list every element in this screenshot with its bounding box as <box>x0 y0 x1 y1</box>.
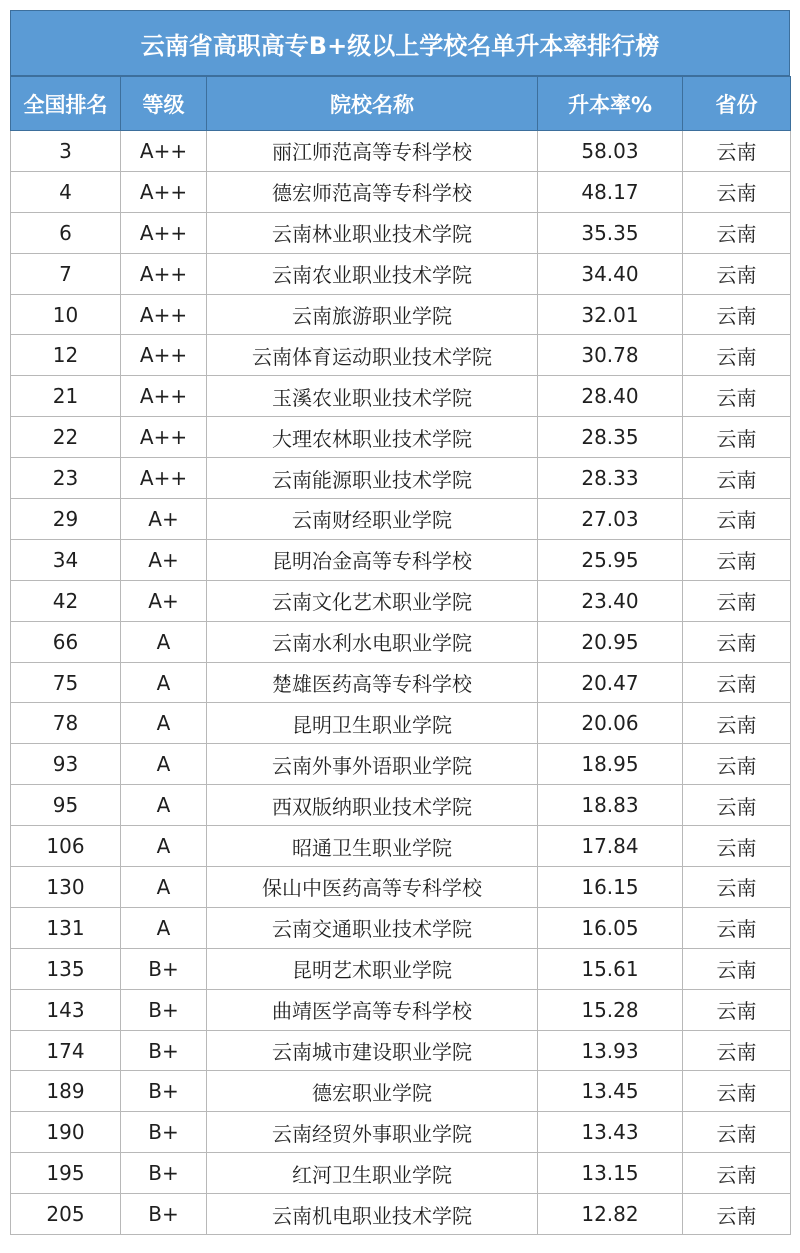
table-row <box>11 907 791 948</box>
cell-province: 云南 <box>683 171 791 212</box>
cell-school: 云南机电职业技术学院 <box>207 1194 538 1235</box>
cell-rate: 16.15 <box>538 867 683 908</box>
cell-school: 大理农林职业技术学院 <box>207 417 538 458</box>
table-row <box>11 417 791 458</box>
cell-province: 云南 <box>683 744 791 785</box>
cell-rank: 130 <box>11 867 121 908</box>
header-rank: 全国排名 <box>11 77 121 131</box>
cell-province: 云南 <box>683 662 791 703</box>
cell-grade: A++ <box>121 131 207 172</box>
cell-province: 云南 <box>683 294 791 335</box>
table-row <box>11 212 791 253</box>
cell-rank: 143 <box>11 989 121 1030</box>
table-row <box>11 131 791 172</box>
cell-school: 昆明冶金高等专科学校 <box>207 539 538 580</box>
table-row <box>11 294 791 335</box>
cell-province: 云南 <box>683 907 791 948</box>
cell-province: 云南 <box>683 1153 791 1194</box>
table-row <box>11 580 791 621</box>
cell-rank: 6 <box>11 212 121 253</box>
cell-grade: A <box>121 703 207 744</box>
cell-rank: 66 <box>11 621 121 662</box>
cell-grade: B+ <box>121 1112 207 1153</box>
table-row <box>11 1194 791 1235</box>
cell-rank: 22 <box>11 417 121 458</box>
table-row <box>11 1153 791 1194</box>
cell-rate: 48.17 <box>538 171 683 212</box>
cell-province: 云南 <box>683 458 791 499</box>
cell-rank: 93 <box>11 744 121 785</box>
cell-rate: 28.35 <box>538 417 683 458</box>
cell-rank: 106 <box>11 826 121 867</box>
cell-rate: 20.06 <box>538 703 683 744</box>
cell-province: 云南 <box>683 499 791 540</box>
table-row <box>11 867 791 908</box>
cell-rank: 174 <box>11 1030 121 1071</box>
cell-rank: 7 <box>11 253 121 294</box>
cell-grade: B+ <box>121 1071 207 1112</box>
cell-school: 昭通卫生职业学院 <box>207 826 538 867</box>
cell-rank: 12 <box>11 335 121 376</box>
cell-rate: 27.03 <box>538 499 683 540</box>
cell-rank: 4 <box>11 171 121 212</box>
cell-rate: 12.82 <box>538 1194 683 1235</box>
cell-rate: 28.33 <box>538 458 683 499</box>
cell-grade: B+ <box>121 989 207 1030</box>
cell-grade: A++ <box>121 335 207 376</box>
header-rate: 升本率% <box>538 77 683 131</box>
cell-rate: 13.43 <box>538 1112 683 1153</box>
table-title: 云南省高职高专B+级以上学校名单升本率排行榜 <box>10 10 790 76</box>
cell-grade: A <box>121 907 207 948</box>
cell-grade: B+ <box>121 1194 207 1235</box>
cell-rate: 13.93 <box>538 1030 683 1071</box>
cell-rate: 15.28 <box>538 989 683 1030</box>
cell-rank: 190 <box>11 1112 121 1153</box>
cell-school: 云南经贸外事职业学院 <box>207 1112 538 1153</box>
cell-grade: A++ <box>121 212 207 253</box>
cell-rate: 35.35 <box>538 212 683 253</box>
table-row <box>11 499 791 540</box>
cell-rate: 18.95 <box>538 744 683 785</box>
cell-province: 云南 <box>683 989 791 1030</box>
cell-province: 云南 <box>683 785 791 826</box>
cell-school: 西双版纳职业技术学院 <box>207 785 538 826</box>
cell-province: 云南 <box>683 621 791 662</box>
cell-rank: 205 <box>11 1194 121 1235</box>
cell-province: 云南 <box>683 376 791 417</box>
cell-province: 云南 <box>683 1071 791 1112</box>
cell-grade: A <box>121 826 207 867</box>
cell-rank: 75 <box>11 662 121 703</box>
ranking-table <box>10 76 791 1235</box>
cell-rate: 30.78 <box>538 335 683 376</box>
table-row <box>11 948 791 989</box>
cell-grade: A++ <box>121 253 207 294</box>
cell-school: 红河卫生职业学院 <box>207 1153 538 1194</box>
cell-rate: 13.15 <box>538 1153 683 1194</box>
cell-rank: 29 <box>11 499 121 540</box>
cell-grade: A <box>121 744 207 785</box>
cell-rank: 42 <box>11 580 121 621</box>
cell-rank: 195 <box>11 1153 121 1194</box>
cell-rate: 28.40 <box>538 376 683 417</box>
cell-rate: 18.83 <box>538 785 683 826</box>
cell-rank: 135 <box>11 948 121 989</box>
cell-rank: 23 <box>11 458 121 499</box>
cell-rank: 95 <box>11 785 121 826</box>
cell-school: 德宏职业学院 <box>207 1071 538 1112</box>
cell-rate: 20.47 <box>538 662 683 703</box>
cell-grade: A++ <box>121 171 207 212</box>
cell-school: 云南能源职业技术学院 <box>207 458 538 499</box>
cell-grade: A++ <box>121 376 207 417</box>
cell-rate: 20.95 <box>538 621 683 662</box>
cell-grade: B+ <box>121 1153 207 1194</box>
cell-grade: A++ <box>121 458 207 499</box>
table-row <box>11 458 791 499</box>
cell-rank: 189 <box>11 1071 121 1112</box>
table-row <box>11 253 791 294</box>
table-row <box>11 785 791 826</box>
cell-school: 云南农业职业技术学院 <box>207 253 538 294</box>
cell-rate: 58.03 <box>538 131 683 172</box>
cell-grade: A <box>121 621 207 662</box>
cell-school: 云南城市建设职业学院 <box>207 1030 538 1071</box>
cell-province: 云南 <box>683 580 791 621</box>
cell-province: 云南 <box>683 1194 791 1235</box>
cell-school: 昆明艺术职业学院 <box>207 948 538 989</box>
table-row <box>11 1071 791 1112</box>
cell-school: 云南旅游职业学院 <box>207 294 538 335</box>
header-school: 院校名称 <box>207 77 538 131</box>
cell-province: 云南 <box>683 826 791 867</box>
cell-rank: 78 <box>11 703 121 744</box>
cell-rank: 34 <box>11 539 121 580</box>
table-row <box>11 171 791 212</box>
cell-rank: 21 <box>11 376 121 417</box>
table-body <box>11 131 791 1235</box>
cell-rate: 17.84 <box>538 826 683 867</box>
cell-school: 德宏师范高等专科学校 <box>207 171 538 212</box>
cell-grade: A+ <box>121 580 207 621</box>
table-row <box>11 744 791 785</box>
table-row <box>11 826 791 867</box>
cell-grade: A++ <box>121 294 207 335</box>
cell-rate: 16.05 <box>538 907 683 948</box>
cell-school: 云南林业职业技术学院 <box>207 212 538 253</box>
table-row <box>11 376 791 417</box>
table-row <box>11 662 791 703</box>
cell-province: 云南 <box>683 1112 791 1153</box>
header-row <box>11 77 791 131</box>
cell-school: 丽江师范高等专科学校 <box>207 131 538 172</box>
cell-province: 云南 <box>683 1030 791 1071</box>
cell-rate: 23.40 <box>538 580 683 621</box>
cell-province: 云南 <box>683 212 791 253</box>
cell-school: 云南财经职业学院 <box>207 499 538 540</box>
header-grade: 等级 <box>121 77 207 131</box>
table-row <box>11 621 791 662</box>
cell-grade: B+ <box>121 1030 207 1071</box>
cell-school: 云南体育运动职业技术学院 <box>207 335 538 376</box>
cell-rate: 34.40 <box>538 253 683 294</box>
cell-grade: A++ <box>121 417 207 458</box>
cell-school: 云南文化艺术职业学院 <box>207 580 538 621</box>
cell-grade: A <box>121 785 207 826</box>
cell-rate: 13.45 <box>538 1071 683 1112</box>
cell-province: 云南 <box>683 131 791 172</box>
cell-school: 云南交通职业技术学院 <box>207 907 538 948</box>
table-row <box>11 1112 791 1153</box>
cell-grade: A <box>121 662 207 703</box>
cell-province: 云南 <box>683 703 791 744</box>
cell-province: 云南 <box>683 335 791 376</box>
cell-grade: B+ <box>121 948 207 989</box>
cell-province: 云南 <box>683 867 791 908</box>
cell-school: 曲靖医学高等专科学校 <box>207 989 538 1030</box>
cell-grade: A+ <box>121 539 207 580</box>
cell-province: 云南 <box>683 539 791 580</box>
cell-school: 云南水利水电职业学院 <box>207 621 538 662</box>
header-province: 省份 <box>683 77 791 131</box>
table-row <box>11 539 791 580</box>
cell-rank: 10 <box>11 294 121 335</box>
cell-school: 楚雄医药高等专科学校 <box>207 662 538 703</box>
cell-grade: A <box>121 867 207 908</box>
table-row <box>11 703 791 744</box>
cell-grade: A+ <box>121 499 207 540</box>
cell-school: 保山中医药高等专科学校 <box>207 867 538 908</box>
cell-rank: 3 <box>11 131 121 172</box>
cell-province: 云南 <box>683 417 791 458</box>
cell-rank: 131 <box>11 907 121 948</box>
table-row <box>11 989 791 1030</box>
cell-school: 玉溪农业职业技术学院 <box>207 376 538 417</box>
cell-school: 云南外事外语职业学院 <box>207 744 538 785</box>
cell-province: 云南 <box>683 948 791 989</box>
table-row <box>11 335 791 376</box>
cell-rate: 25.95 <box>538 539 683 580</box>
cell-province: 云南 <box>683 253 791 294</box>
table-row <box>11 1030 791 1071</box>
cell-rate: 32.01 <box>538 294 683 335</box>
cell-school: 昆明卫生职业学院 <box>207 703 538 744</box>
cell-rate: 15.61 <box>538 948 683 989</box>
